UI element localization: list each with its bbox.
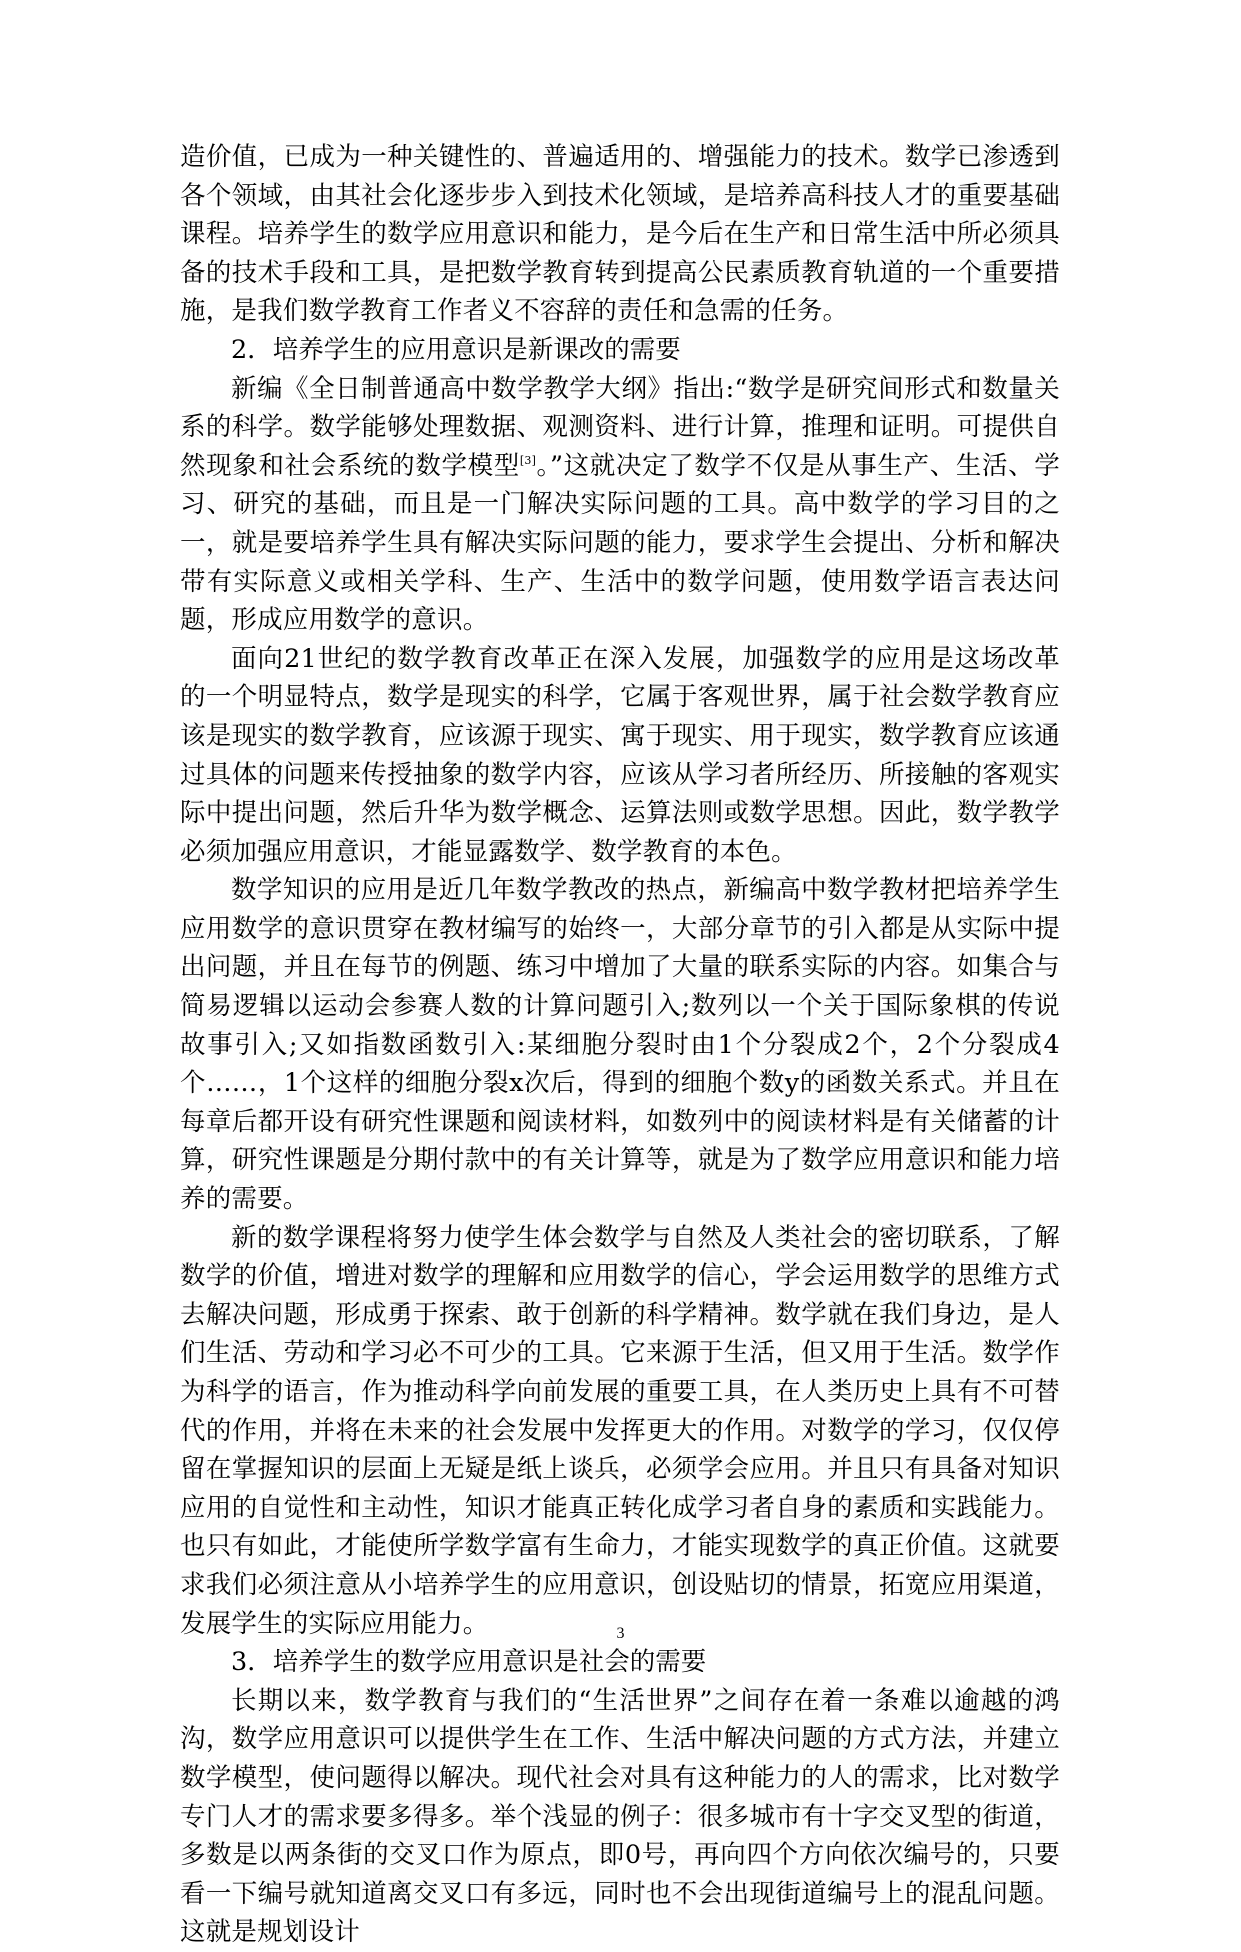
- section-heading-3: 3．培养学生的数学应用意识是社会的需要: [231, 1647, 707, 1678]
- paragraph-society: 长期以来，数学教育与我们的“生活世界”之间存在着一条难以逾越的鸿沟，数学应用意识可以提供学生在工作、生活中解决问题的方式方法，并建立数学模型，使问题得以解决。现代社会对具有这种能力的人的需求，比对数学专门人才的需求要多得多。举个浅显的例子：很多城市有十字交叉型的街道，多数是以两条街的交叉口作为原点，即0号，再向四个方向依次编号的，只要看一下编号就知道离交叉口有多远，同时也不会出现街道编号上的混乱问题。这就是规划设计: [180, 1685, 1060, 1948]
- paragraph-textbook: 数学知识的应用是近几年数学教改的热点，新编高中数学教材把培养学生应用数学的意识贯穿在教材编写的始终一，大部分章节的引入都是从实际中提出问题，并且在每节的例题、练习中增加了大量的联系实际的内容。如集合与简易逻辑以运动会参赛人数的计算问题引入;数列以一个关于国际象棋的传说故事引入;又如指数函数引入:某细胞分裂时由1个分裂成2个，2个分裂成4个……，1个这样的细胞分裂x次后，得到的细胞个数y的函数关系式。并且在每章后都开设有研究性课题和阅读材料，如数列中的阅读材料是有关储蓄的计算，研究性课题是分期付款中的有关计算等，就是为了数学应用意识和能力培养的需要。: [180, 875, 1060, 1215]
- paragraph-curriculum: 新的数学课程将努力使学生体会数学与自然及人类社会的密切联系，了解数学的价值，增进对数学的理解和应用数学的信心，学会运用数学的思维方式去解决问题，形成勇于探索、敢于创新的科学精神。数学就在我们身边，是人们生活、劳动和学习必不可少的工具。它来源于生活，但又用于生活。数学作为科学的语言，作为推动科学向前发展的重要工具，在人类历史上具有不可替代的作用，并将在未来的社会发展中发挥更大的作用。对数学的学习，仅仅停留在掌握知识的层面上无疑是纸上谈兵，必须学会应用。并且只有具备对知识应用的自觉性和主动性，知识才能真正转化成学习者自身的素质和实践能力。也只有如此，才能使所学数学富有生命力，才能实现数学的真正价值。这就要求我们必须注意从小培养学生的应用意识，创设贴切的情景，拓宽应用渠道，发展学生的实际应用能力。: [180, 1222, 1060, 1639]
- paragraph-text: 新编《全日制普通高中数学教学大纲》指出:“数学是研究间形式和数量关系的科学。数学能够处理数据、观测资料、进行计算，推理和证明。可提供自然现象和社会系统的数学模型: [180, 373, 1060, 481]
- paragraph-syllabus-quote: [180, 370, 1060, 640]
- paragraph-continuation: 造价值，已成为一种关键性的、普遍适用的、增强能力的技术。数学已渗透到各个领域，由其社会化逐步步入到技术化领域，是培养高科技人才的重要基础课程。培养学生的数学应用意识和能力，是今后在生产和日常生活中所必须具备的技术手段和工具，是把数学教育转到提高公民素质教育轨道的一个重要措施，是我们数学教育工作者义不容辞的责任和急需的任务。: [180, 142, 1060, 327]
- document-page: [180, 138, 1060, 1952]
- citation-reference: [3]: [519, 453, 537, 467]
- paragraph-text: 。”这就决定了数学不仅是从事生产、生活、学习、研究的基础，而且是一门解决实际问题的工具。高中数学的学习目的之一，就是要培养学生具有解决实际问题的能力，要求学生会提出、分析和解决带有实际意义或相关学科、生产、生活中的数学问题，使用数学语言表达问题，形成应用数学的意识。: [180, 450, 1060, 636]
- paragraph-reform: 面向21世纪的数学教育改革正在深入发展，加强数学的应用是这场改革的一个明显特点，数学是现实的科学，它属于客观世界，属于社会数学教育应该是现实的数学教育，应该源于现实、寓于现实、用于现实，数学教育应该通过具体的问题来传授抽象的数学内容，应该从学习者所经历、所接触的客观实际中提出问题，然后升华为数学概念、运算法则或数学思想。因此，数学教学必须加强应用意识，才能显露数学、数学教育的本色。: [180, 643, 1060, 867]
- section-heading-2: 2．培养学生的应用意识是新课改的需要: [231, 334, 681, 365]
- page-number: 3: [616, 1625, 625, 1642]
